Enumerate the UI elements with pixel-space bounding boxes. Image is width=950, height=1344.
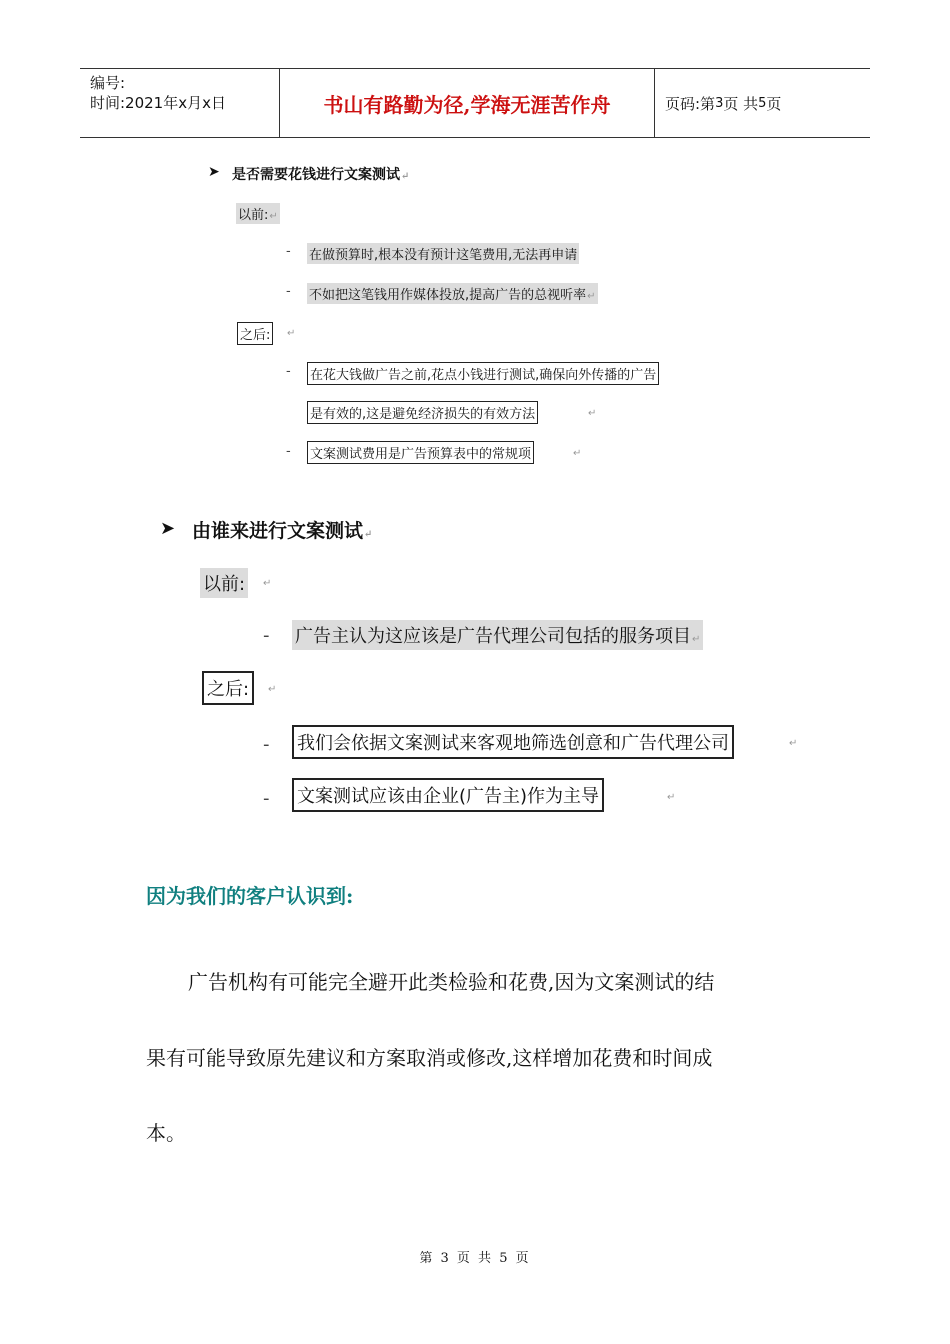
dash-bullet: - <box>286 364 291 379</box>
dash-bullet: - <box>286 244 291 259</box>
customer-heading: 因为我们的客户认识到: <box>146 884 354 908</box>
before-label: 以前:↵ <box>236 203 280 224</box>
paragraph-line: 广告机构有可能完全避开此类检验和花费,因为文案测试的结 <box>188 970 715 994</box>
return-mark: ↵ <box>263 578 272 589</box>
document-header <box>80 68 870 138</box>
after-label: 之后: <box>202 671 254 705</box>
bullet-arrow-icon: ➤ <box>208 164 220 180</box>
return-mark: ↵ <box>268 684 277 695</box>
page-mid: 页 共 <box>723 94 759 113</box>
paragraph-line: 果有可能导致原先建议和方案取消或修改,这样增加花费和时间成 <box>146 1046 713 1070</box>
header-motto: 书山有路勤为径,学海无涯苦作舟 <box>280 69 655 137</box>
header-page-info <box>655 69 870 137</box>
before-label: 以前: <box>200 568 248 598</box>
page-suffix: 页 <box>766 94 782 113</box>
after-item: 文案测试费用是广告预算表中的常规项 <box>307 441 534 464</box>
return-mark: ↵ <box>789 738 798 749</box>
dash-bullet: - <box>286 444 291 459</box>
page-prefix: 页码:第 <box>665 94 716 113</box>
return-mark: ↵ <box>667 792 676 803</box>
dash-bullet: - <box>263 788 270 809</box>
page-footer: 第 3 页 共 5 页 <box>419 1251 531 1266</box>
paragraph-line: 本。 <box>146 1121 186 1145</box>
after-label: 之后: <box>237 322 273 345</box>
header-meta <box>80 69 280 137</box>
before-item: 广告主认为这应该是广告代理公司包括的服务项目↵ <box>292 620 703 650</box>
return-mark: ↵ <box>287 328 296 339</box>
page-number: 3 <box>715 95 724 111</box>
time-label: 时间:2021年x月x日 <box>90 94 226 112</box>
return-mark: ↵ <box>573 448 582 459</box>
dash-bullet: - <box>263 734 270 755</box>
code-label: 编号: <box>90 74 126 92</box>
dash-bullet: - <box>286 284 291 299</box>
before-item: 不如把这笔钱用作媒体投放,提高广告的总视听率↵ <box>307 283 598 304</box>
bullet-arrow-icon: ➤ <box>160 518 176 539</box>
section-title: 由谁来进行文案测试↵ <box>192 520 373 542</box>
return-mark: ↵ <box>588 408 597 419</box>
section-title: 是否需要花钱进行文案测试↵ <box>232 167 410 183</box>
after-item: 我们会依据文案测试来客观地筛选创意和广告代理公司 <box>292 725 734 759</box>
after-item: 在花大钱做广告之前,花点小钱进行测试,确保向外传播的广告 <box>307 362 659 385</box>
before-item: 在做预算时,根本没有预计这笔费用,无法再申请 <box>307 243 579 264</box>
after-item: 文案测试应该由企业(广告主)作为主导 <box>292 778 604 812</box>
dash-bullet: - <box>263 625 270 646</box>
after-item-continued: 是有效的,这是避免经济损失的有效方法 <box>307 401 538 424</box>
page-total: 5 <box>758 95 767 111</box>
